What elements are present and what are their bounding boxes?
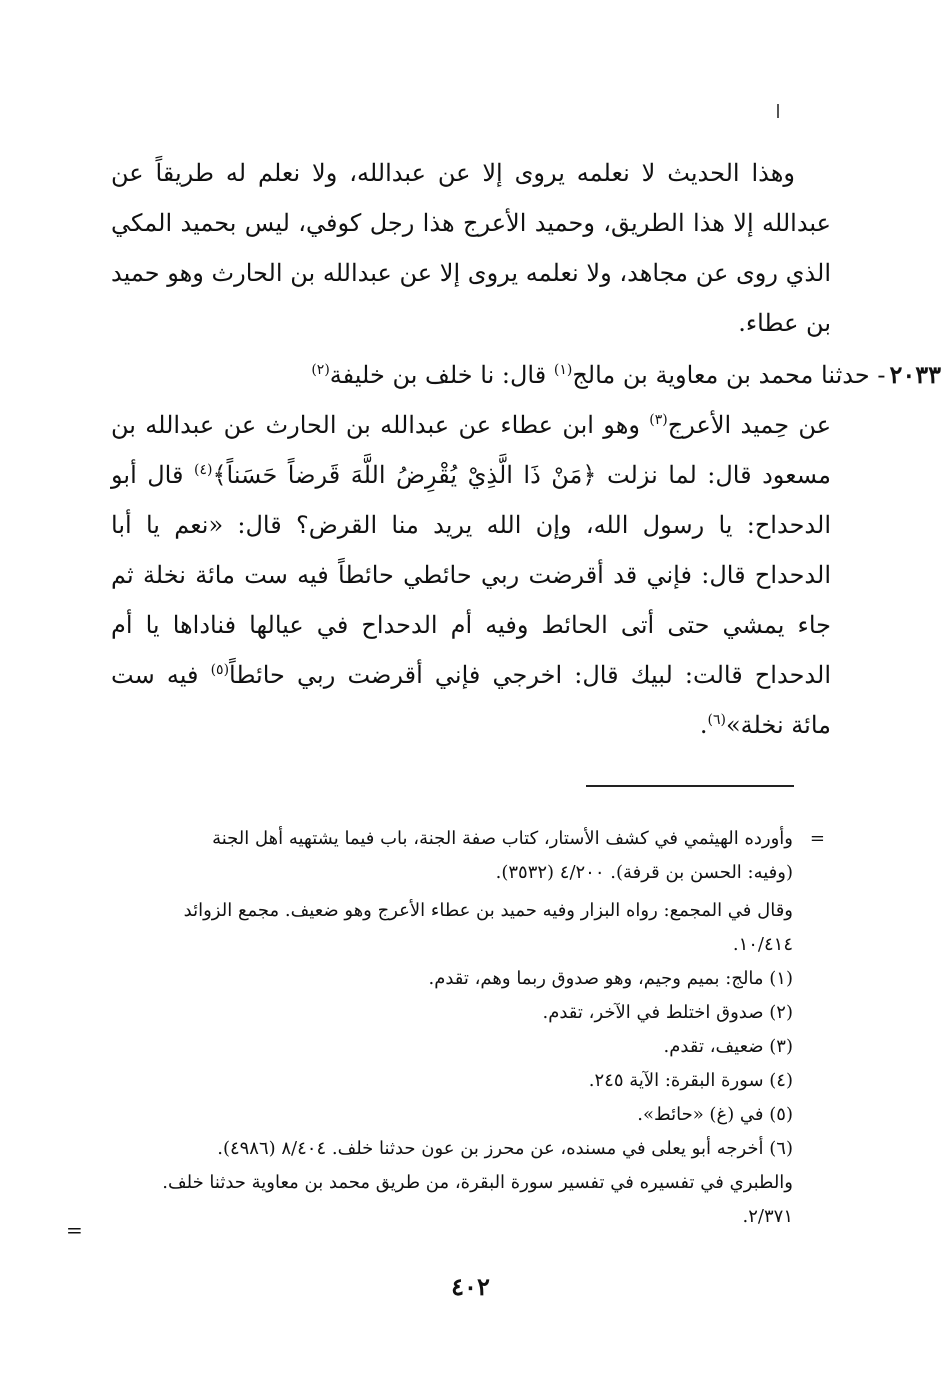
footnote-6: (٦) أخرجه أبو يعلى في مسنده، عن محرز بن عون حدثنا خلف. ٨/٤٠٤ (٤٩٨٦).	[217, 1138, 793, 1159]
page-number: ٤٠٢	[451, 1272, 490, 1301]
hadith-text-part: وهو ابن عطاء عن عبدالله بن الحارث عن عبدالله بن مسعود قال: لما نزلت ﴿مَنْ ذَا الَّذِيْ يُقْرِضُ اللَّهَ قَرضاً حَسَناً﴾	[111, 411, 831, 489]
footnote-ref-2: (٢)	[311, 362, 330, 378]
hadith-text-part: عن حِميد الأعرج	[667, 411, 832, 439]
footnote-6-continued: والطبري في تفسيره في تفسير سورة البقرة، من طريق محمد بن معاوية حدثنا خلف.	[162, 1172, 793, 1193]
scan-artifact	[777, 104, 779, 118]
footnote-line: ١٠/٤١٤.	[732, 934, 793, 955]
continuation-end-marker: =	[66, 1218, 83, 1242]
continuation-marker: =	[809, 828, 825, 849]
footnote-5: (٥) في (غ) «حائط».	[637, 1104, 793, 1125]
footnote-ref-3: (٣)	[649, 412, 668, 428]
hadith-body	[111, 400, 831, 750]
hadith-opening-line	[111, 350, 941, 400]
hadith-text-part: - حدثنا محمد بن معاوية بن مالج	[572, 361, 886, 389]
footnote-line: وقال في المجمع: رواه البزار وفيه حميد بن عطاء الأعرج وهو ضعيف. مجمع الزوائد	[183, 900, 793, 921]
footnote-2: (٢) صدوق اختلط في الآخر، تقدم.	[542, 1002, 793, 1023]
commentary-paragraph: وهذا الحديث لا نعلمه يروى إلا عن عبدالله، ولا نعلم له طريقاً عن عبدالله إلا هذا الطريق، وحميد الأعرج هذا رجل كوفي، ليس بحميد المكي الذي روى عن مجاهد، ولا نعلمه يروى إلا عن عبدالله بن الحارث وهو حميد بن عطاء.	[111, 159, 831, 337]
hadith-text-part: قال: نا خلف بن خليفة	[329, 361, 554, 389]
footnote-1: (١) مالج: بميم وجيم، وهو صدوق ربما وهم، تقدم.	[428, 968, 793, 989]
footnote-6-continued: ٢/٣٧١.	[742, 1206, 793, 1227]
main-text	[111, 148, 941, 750]
footnote-4: (٤) سورة البقرة: الآية ٢٤٥.	[588, 1070, 793, 1091]
footnote-separator	[586, 785, 794, 787]
footnote-ref-4: (٤)	[193, 462, 213, 478]
footnote-ref-5: (٥)	[210, 662, 230, 678]
hadith-text-part: فيه ست مائة نخلة»	[111, 661, 831, 739]
hadith-text-part: قال أبو الدحداح: يا رسول الله، وإن الله يريد منا القرض؟ قال: «نعم يا أبا الدحداح قال: فإني قد أقرضت ربي حائطي حائطاً فيه ست مائة نخلة ثم جاء يمشي حتى أتى الحائط وفيه أم الدحداح في عيالها فناداها يا أم الدحداح قالت: لبيك قال: اخرجي فإني أقرضت ربي حائطاً	[111, 461, 831, 689]
footnote-3: (٣) ضعيف، تقدم.	[663, 1036, 793, 1057]
footnote-continuation	[121, 822, 825, 856]
hadith-number: ٢٠٣٣	[889, 360, 941, 389]
footnotes	[121, 822, 825, 1234]
footnote-line: (وفيه: الحسن بن قرفة). ٤/٢٠٠ (٣٥٣٢).	[495, 862, 793, 883]
footnote-line: وأورده الهيثمي في كشف الأستار، كتاب صفة الجنة، باب فيما يشتهيه أهل الجنة	[212, 828, 793, 849]
hadith-end-punctuation: .	[699, 711, 708, 739]
footnote-ref-6: (٦)	[707, 712, 726, 728]
hadith-2033	[111, 350, 941, 750]
footnote-ref-1: (١)	[553, 362, 573, 378]
